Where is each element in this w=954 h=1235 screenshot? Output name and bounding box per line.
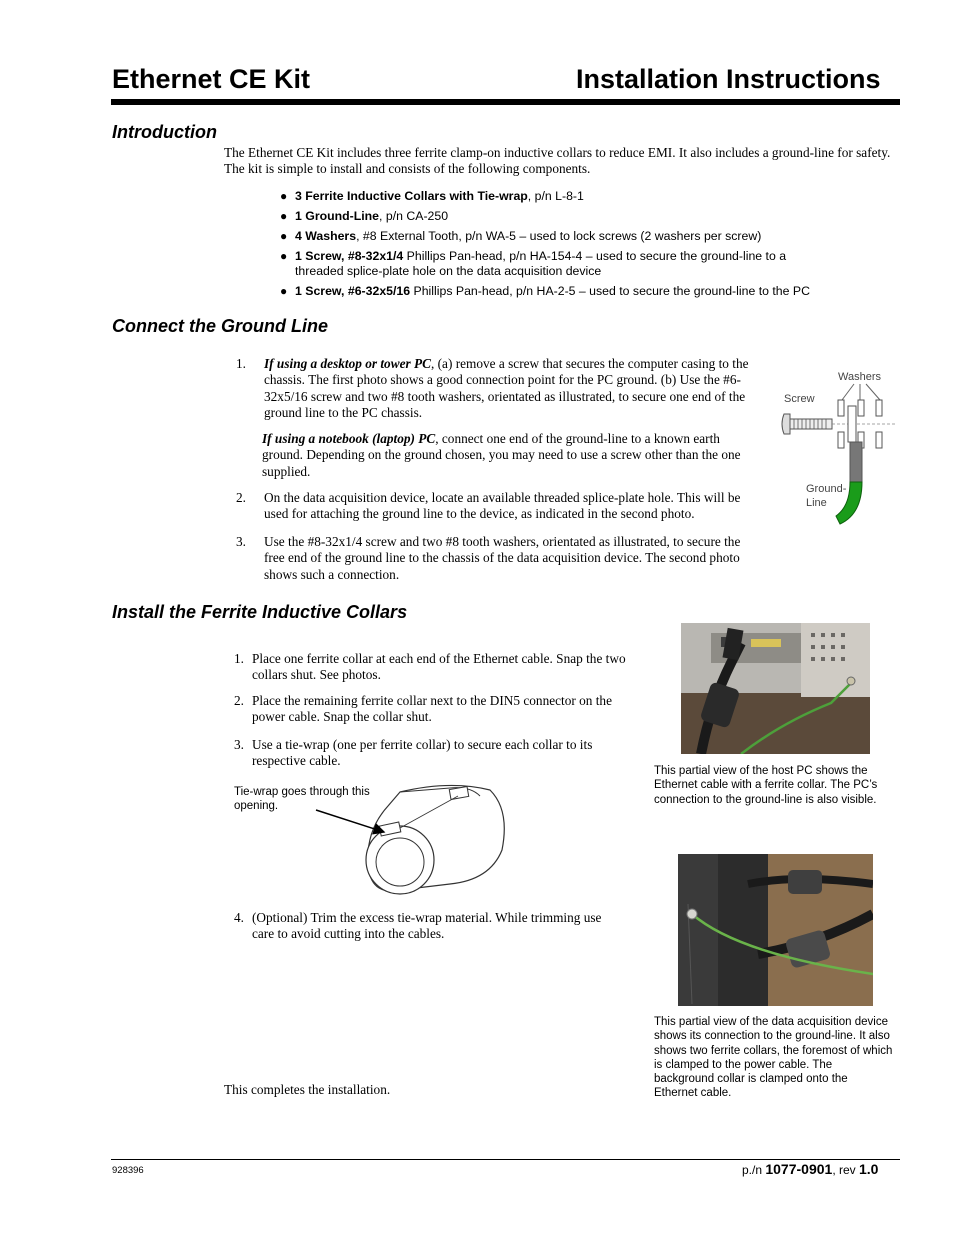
document-subtitle: Installation Instructions	[576, 64, 881, 94]
ferrite-step-3: 3. Use a tie-wrap (one per ferrite collar) to secure each collar to its respective cable.	[234, 737, 593, 769]
host-pc-caption: This partial view of the host PC shows the Ethernet cable with a ferrite collar. The PC’s connection to the ground-line is also visible.	[654, 765, 878, 806]
introduction-paragraph: The Ethernet CE Kit includes three ferrite clamp-on inductive collars to reduce EMI. It also includes a ground-line for safety. The kit is simple to install and consists of the following components.	[224, 145, 891, 177]
ground-line-label-1: Ground-	[806, 483, 847, 495]
completion-text: This completes the installation.	[224, 1082, 391, 1097]
screw-label: Screw	[784, 393, 815, 405]
host-pc-photo	[681, 623, 870, 754]
ferrite-step-2: 2. Place the remaining ferrite collar next to the DIN5 connector on the power cable. Snap the collar shut.	[234, 693, 612, 725]
ground-line-label-2: Line	[806, 497, 827, 509]
ferrite-step-1: 1. Place one ferrite collar at each end of the Ethernet cable. Snap the two collars shut. See photos.	[234, 651, 626, 683]
list-item: ● 1 Screw, #8-32x1/4 Phillips Pan-head, p/n HA-154-4 – used to secure the ground-line to a threaded splice-plate hole on the data acquisition device	[280, 249, 787, 278]
ferrite-collar-illustration	[300, 780, 510, 900]
ground-line-heading: Connect the Ground Line	[112, 316, 328, 336]
daq-device-caption: This partial view of the data acquisition device shows its connection to the ground-line. It also shows two ferrite collars, the foremost of which is clamped to the power cable. The background collar is clamped onto the Ethernet cable.	[654, 1016, 893, 1100]
document-title: Ethernet CE Kit	[112, 64, 311, 94]
ground-step-3: 3. Use the #8-32x1/4 screw and two #8 tooth washers, orientated as illustrated, to secure the free end of the ground line to the chassis of the data acquisition device. The second photo shows such a connection.	[236, 534, 741, 582]
introduction-heading: Introduction	[112, 122, 217, 142]
screw-washer-diagram	[776, 364, 900, 530]
ferrite-step-4: 4. (Optional) Trim the excess tie-wrap material. While trimming use care to avoid cutting into the cables.	[234, 910, 602, 942]
list-item: ● 3 Ferrite Inductive Collars with Tie-wrap, p/n L-8-1	[280, 189, 584, 203]
washers-label: Washers	[838, 371, 881, 383]
ground-step-1: 1. If using a desktop or tower PC, (a) remove a screw that secures the computer casing to the chassis. The first photo shows a good connection point for the PC ground. (b) Use the #6-32x5/16 screw and two #8 tooth washers, orientated as illustrated, to secure one end of the ground line to the PC chassis.	[236, 356, 749, 421]
ground-step-2: 2. On the data acquisition device, locate an available threaded splice-plate hole. This will be used for attaching the ground line to the device, as indicated in the second photo.	[236, 490, 741, 522]
daq-device-photo	[678, 854, 873, 1006]
ground-notebook-note: If using a notebook (laptop) PC, connect one end of the ground-line to a known earth ground. Depending on the ground chosen, you may need to use a screw other than the one supplied.	[262, 431, 741, 479]
list-item: ● 4 Washers, #8 External Tooth, p/n WA-5 – used to lock screws (2 washers per screw)	[280, 229, 762, 244]
tiewrap-label: Tie-wrap goes through this opening.	[234, 786, 370, 813]
components-list	[280, 189, 840, 304]
header-rule	[111, 99, 900, 105]
ferrite-heading: Install the Ferrite Inductive Collars	[112, 602, 408, 622]
list-item: ● 1 Ground-Line, p/n CA-250	[280, 209, 449, 224]
footer-rule	[111, 1159, 900, 1160]
list-item: ● 1 Screw, #6-32x5/16 Phillips Pan-head, p/n HA-2-5 – used to secure the ground-line to the PC	[280, 283, 810, 298]
part-number: p./n 1077-0901, rev 1.0	[742, 1161, 879, 1177]
document-number: 928396	[112, 1165, 144, 1176]
